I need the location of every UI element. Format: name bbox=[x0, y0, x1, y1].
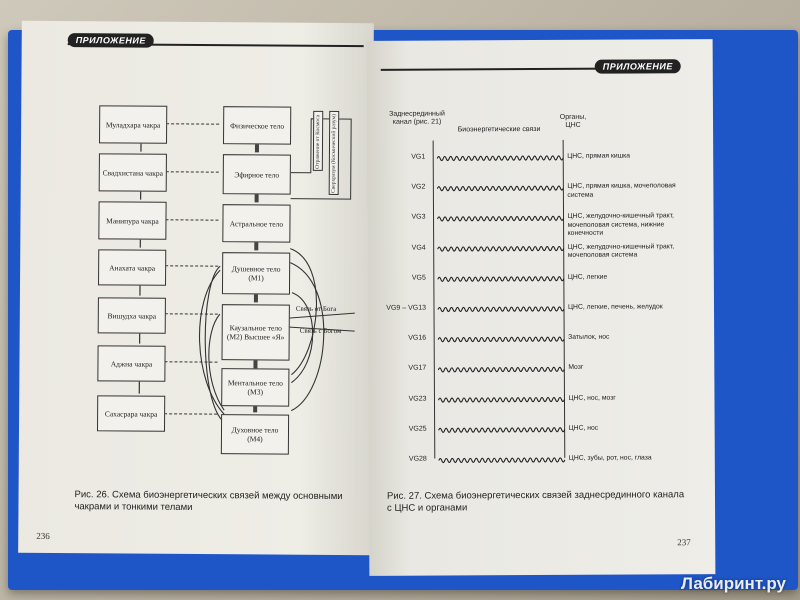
wave-line bbox=[438, 307, 564, 312]
organ-label: ЦНС, нос bbox=[568, 424, 599, 432]
link-from-god-label: Связь от Бога bbox=[295, 304, 337, 313]
chakra-svadhisthana: Свадхистана чакра bbox=[99, 153, 167, 191]
column-organs-header: Органы, ЦНС bbox=[559, 113, 587, 129]
wave-line bbox=[439, 458, 565, 463]
wave-line bbox=[437, 156, 563, 161]
organ-label: Затылок, нос bbox=[568, 333, 610, 342]
chakra-sahasrara: Сахасрара чакра bbox=[97, 395, 165, 431]
body-etheric: Эфирное тело bbox=[223, 154, 291, 194]
chakra-muladhara: Муладхара чакра bbox=[99, 105, 167, 143]
organ-label: ЦНС, желудочно-кишечный тракт, мочеполовая система bbox=[567, 242, 675, 259]
chakra-anahata: Анахата чакра bbox=[98, 249, 166, 285]
vg-point-label: VG25 bbox=[408, 425, 427, 433]
organ-label: ЦНС, зубы, рот, нос, глаза bbox=[568, 454, 652, 462]
chakra-manipura: Манипура чакра bbox=[98, 201, 166, 239]
body-mental-m3: Ментальное тело (M3) bbox=[221, 368, 289, 406]
right-page-number: 237 bbox=[677, 537, 691, 548]
left-page-number: 236 bbox=[36, 530, 50, 541]
vg-point-label: VG28 bbox=[408, 455, 427, 463]
vg-point-label: VG23 bbox=[408, 395, 427, 403]
labirint-watermark: Лабиринт.ру bbox=[680, 574, 786, 593]
organ-label: ЦНС, нос, мозг bbox=[568, 394, 616, 402]
vg-point-label: VG9 – VG13 bbox=[386, 304, 427, 312]
chakra-ajna: Аджна чакра bbox=[97, 345, 165, 381]
vg-point-label: VG5 bbox=[411, 274, 426, 282]
vg-point-label: VG17 bbox=[408, 364, 427, 373]
wave-line bbox=[438, 367, 564, 372]
body-causal-m2: Каузальное тело (M2) Высшее «Я» bbox=[221, 304, 289, 360]
left-page bbox=[18, 21, 374, 555]
wave-line bbox=[438, 397, 564, 402]
column-links-header: Биоэнергетические связи bbox=[457, 126, 541, 134]
figure-27-caption: Рис. 27. Схема биоэнергетических связей заднесрединного канала с ЦНС и органами bbox=[386, 489, 685, 514]
vg-point-label: VG4 bbox=[411, 244, 426, 252]
body-physical: Физическое тело bbox=[223, 106, 291, 144]
vg-point-label: VG1 bbox=[411, 153, 426, 161]
wave-line bbox=[438, 277, 564, 282]
organ-label: ЦНС, прямая кишка bbox=[567, 152, 631, 160]
body-spiritual-m4: Духовное тело (M4) bbox=[221, 414, 289, 454]
organ-label: Мозг bbox=[568, 364, 584, 372]
vg-point-label: VG2 bbox=[411, 183, 426, 191]
cosmos-reflection-label: Отражение от Космоса bbox=[313, 111, 323, 171]
wave-line bbox=[439, 428, 565, 433]
chakra-connector-lines bbox=[19, 21, 374, 443]
body-soul-m1: Душевное тело (M1) bbox=[222, 252, 290, 294]
organ-label: ЦНС, прямая кишка, мочеполовая система bbox=[567, 182, 676, 199]
chakra-vishuddha: Вишудха чакра bbox=[98, 297, 166, 333]
organ-label: ЦНС, легкие bbox=[567, 273, 608, 281]
wave-line bbox=[438, 216, 564, 221]
column-channel-header: Заднесрединный канал (рис. 21) bbox=[389, 110, 445, 126]
organ-label: ЦНС, желудочно-кишечный тракт, мочеполовая система, нижние конечности bbox=[567, 212, 674, 238]
supermind-label: Сверхразум (Космический разум) bbox=[329, 111, 340, 195]
body-astral: Астральное тело bbox=[222, 204, 290, 242]
bioenergy-wave-diagram bbox=[367, 39, 715, 481]
figure-26-caption: Рис. 26. Схема биоэнергетических связей между основными чакрами и тонкими телами bbox=[74, 489, 343, 513]
wave-line bbox=[437, 186, 563, 191]
vg-point-label: VG3 bbox=[411, 213, 426, 222]
right-page-header: ПРИЛОЖЕНИЕ bbox=[595, 59, 681, 73]
left-page-header: ПРИЛОЖЕНИЕ bbox=[68, 33, 154, 48]
link-to-god-label: Связь с Богом bbox=[299, 326, 342, 336]
wave-line bbox=[438, 337, 564, 342]
wave-line bbox=[438, 246, 564, 251]
right-page bbox=[367, 39, 716, 576]
organ-label: ЦНС, легкие, печень, желудок bbox=[567, 303, 663, 311]
vg-point-label: VG16 bbox=[408, 334, 427, 342]
